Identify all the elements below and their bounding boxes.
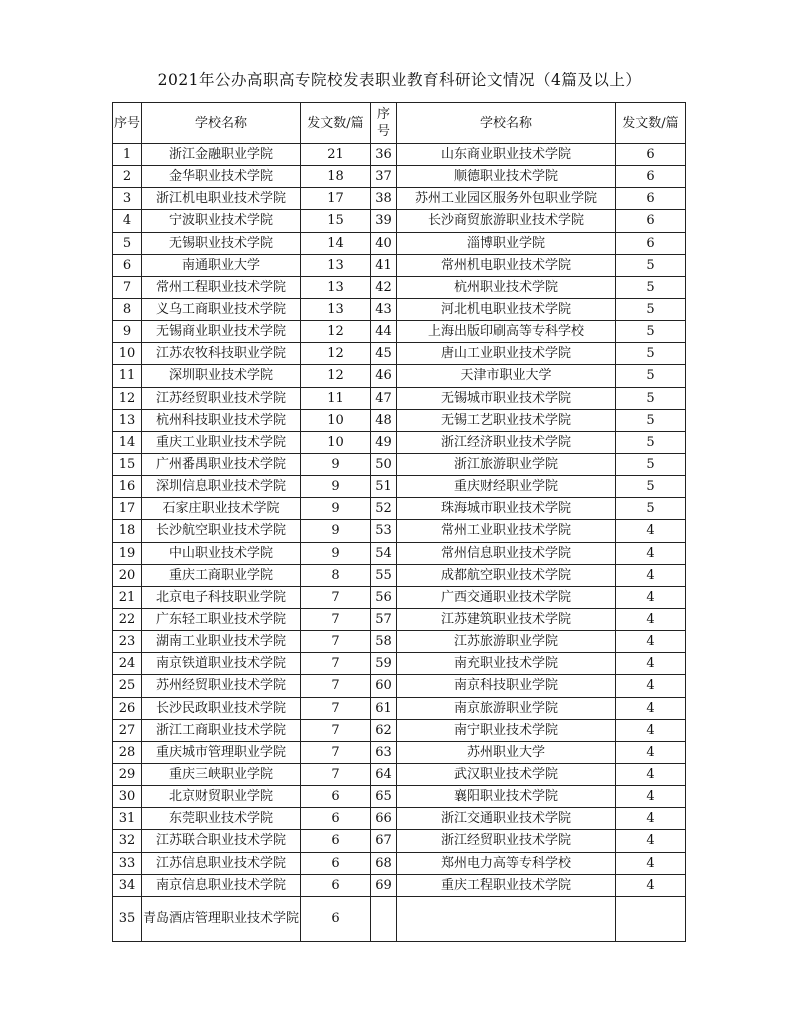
cell-paper-count: 7 — [301, 653, 371, 675]
cell-seq: 58 — [371, 631, 397, 653]
cell-seq: 63 — [371, 741, 397, 763]
cell-paper-count: 5 — [616, 476, 686, 498]
cell-school-name: 湖南工业职业技术学院 — [142, 631, 301, 653]
cell-seq: 50 — [371, 453, 397, 475]
cell-paper-count: 4 — [616, 852, 686, 874]
cell-school-name: 常州工程职业技术学院 — [142, 276, 301, 298]
table-row — [113, 321, 686, 343]
cell-seq: 27 — [113, 719, 142, 741]
cell-paper-count: 6 — [301, 830, 371, 852]
table-row — [113, 520, 686, 542]
cell-seq: 65 — [371, 786, 397, 808]
cell-paper-count: 9 — [301, 453, 371, 475]
cell-paper-count: 4 — [616, 542, 686, 564]
cell-seq: 26 — [113, 697, 142, 719]
cell-paper-count: 6 — [616, 188, 686, 210]
cell-school-name: 淄博职业学院 — [397, 232, 616, 254]
cell-seq: 66 — [371, 808, 397, 830]
cell-seq: 54 — [371, 542, 397, 564]
cell-school-name: 北京财贸职业学院 — [142, 786, 301, 808]
cell-paper-count: 11 — [301, 387, 371, 409]
header-name-right: 学校名称 — [397, 103, 616, 144]
table-row — [113, 542, 686, 564]
cell-school-name: 苏州经贸职业技术学院 — [142, 675, 301, 697]
table-row — [113, 719, 686, 741]
cell-paper-count: 5 — [616, 409, 686, 431]
cell-seq: 67 — [371, 830, 397, 852]
cell-school-name: 无锡职业技术学院 — [142, 232, 301, 254]
cell-paper-count: 4 — [616, 874, 686, 896]
cell-school-name: 重庆工商职业学院 — [142, 564, 301, 586]
cell-school-name: 顺德职业技术学院 — [397, 166, 616, 188]
cell-paper-count: 4 — [616, 786, 686, 808]
cell-paper-count: 4 — [616, 586, 686, 608]
cell-school-name: 长沙航空职业技术学院 — [142, 520, 301, 542]
page-title: 2021年公办高职高专院校发表职业教育科研论文情况（4篇及以上） — [157, 71, 642, 89]
cell-school-name: 无锡工艺职业技术学院 — [397, 409, 616, 431]
cell-school-name: 河北机电职业技术学院 — [397, 298, 616, 320]
cell-seq: 52 — [371, 498, 397, 520]
cell-school-name: 南充职业技术学院 — [397, 653, 616, 675]
cell-paper-count: 9 — [301, 498, 371, 520]
cell-school-name: 青岛酒店管理职业技术学院 — [142, 896, 301, 941]
cell-paper-count: 8 — [301, 564, 371, 586]
cell-school-name: 武汉职业技术学院 — [397, 763, 616, 785]
cell-school-name: 石家庄职业技术学院 — [142, 498, 301, 520]
table-row — [113, 675, 686, 697]
cell-school-name: 成都航空职业技术学院 — [397, 564, 616, 586]
table-row — [113, 210, 686, 232]
cell-school-name: 重庆工业职业技术学院 — [142, 431, 301, 453]
cell-school-name: 深圳职业技术学院 — [142, 365, 301, 387]
cell-seq: 9 — [113, 321, 142, 343]
cell-paper-count: 7 — [301, 608, 371, 630]
cell-seq: 69 — [371, 874, 397, 896]
cell-school-name: 南京信息职业技术学院 — [142, 874, 301, 896]
table-row — [113, 874, 686, 896]
cell-seq — [371, 896, 397, 941]
cell-paper-count: 6 — [301, 874, 371, 896]
table-row — [113, 188, 686, 210]
cell-paper-count: 5 — [616, 498, 686, 520]
cell-paper-count: 4 — [616, 653, 686, 675]
cell-paper-count: 10 — [301, 431, 371, 453]
cell-seq: 38 — [371, 188, 397, 210]
cell-paper-count: 5 — [616, 276, 686, 298]
cell-school-name: 浙江经贸职业技术学院 — [397, 830, 616, 852]
cell-paper-count: 14 — [301, 232, 371, 254]
header-count-right: 发文数/篇 — [616, 103, 686, 144]
cell-school-name: 珠海城市职业技术学院 — [397, 498, 616, 520]
cell-school-name: 襄阳职业技术学院 — [397, 786, 616, 808]
cell-school-name: 南京铁道职业技术学院 — [142, 653, 301, 675]
cell-school-name: 江苏旅游职业学院 — [397, 631, 616, 653]
cell-paper-count: 4 — [616, 763, 686, 785]
table-row — [113, 166, 686, 188]
table-row — [113, 298, 686, 320]
cell-paper-count: 18 — [301, 166, 371, 188]
cell-paper-count: 5 — [616, 453, 686, 475]
cell-school-name: 浙江金融职业学院 — [142, 144, 301, 166]
cell-paper-count: 4 — [616, 675, 686, 697]
cell-seq: 12 — [113, 387, 142, 409]
cell-seq: 53 — [371, 520, 397, 542]
cell-school-name: 中山职业技术学院 — [142, 542, 301, 564]
cell-school-name: 杭州职业技术学院 — [397, 276, 616, 298]
table-row — [113, 409, 686, 431]
cell-school-name: 常州信息职业技术学院 — [397, 542, 616, 564]
table-row — [113, 254, 686, 276]
cell-paper-count: 7 — [301, 741, 371, 763]
cell-paper-count: 21 — [301, 144, 371, 166]
cell-seq: 10 — [113, 343, 142, 365]
cell-school-name: 宁波职业技术学院 — [142, 210, 301, 232]
cell-seq: 57 — [371, 608, 397, 630]
cell-paper-count: 5 — [616, 298, 686, 320]
cell-paper-count: 7 — [301, 719, 371, 741]
cell-seq: 34 — [113, 874, 142, 896]
cell-paper-count: 6 — [616, 144, 686, 166]
cell-seq: 35 — [113, 896, 142, 941]
table-header-row — [113, 103, 686, 144]
cell-seq: 43 — [371, 298, 397, 320]
table-row — [113, 431, 686, 453]
cell-school-name: 东莞职业技术学院 — [142, 808, 301, 830]
cell-school-name: 深圳信息职业技术学院 — [142, 476, 301, 498]
cell-paper-count: 5 — [616, 343, 686, 365]
cell-paper-count: 13 — [301, 298, 371, 320]
table-row — [113, 653, 686, 675]
cell-seq: 55 — [371, 564, 397, 586]
cell-paper-count: 4 — [616, 830, 686, 852]
cell-paper-count: 5 — [616, 431, 686, 453]
cell-school-name: 南宁职业技术学院 — [397, 719, 616, 741]
cell-paper-count: 10 — [301, 409, 371, 431]
cell-seq: 61 — [371, 697, 397, 719]
cell-seq: 36 — [371, 144, 397, 166]
cell-seq: 47 — [371, 387, 397, 409]
cell-school-name — [397, 896, 616, 941]
table-row — [113, 476, 686, 498]
cell-school-name: 苏州职业大学 — [397, 741, 616, 763]
table-row — [113, 498, 686, 520]
cell-seq: 3 — [113, 188, 142, 210]
cell-paper-count: 15 — [301, 210, 371, 232]
table-row — [113, 852, 686, 874]
cell-seq: 7 — [113, 276, 142, 298]
cell-school-name: 浙江经济职业技术学院 — [397, 431, 616, 453]
cell-paper-count: 12 — [301, 365, 371, 387]
cell-school-name: 重庆三峡职业学院 — [142, 763, 301, 785]
table-row — [113, 276, 686, 298]
cell-seq: 59 — [371, 653, 397, 675]
cell-paper-count: 9 — [301, 476, 371, 498]
cell-seq: 49 — [371, 431, 397, 453]
cell-seq: 8 — [113, 298, 142, 320]
table-row — [113, 608, 686, 630]
cell-seq: 56 — [371, 586, 397, 608]
table-row — [113, 896, 686, 941]
table-row — [113, 232, 686, 254]
header-count-left: 发文数/篇 — [301, 103, 371, 144]
cell-seq: 6 — [113, 254, 142, 276]
cell-seq: 23 — [113, 631, 142, 653]
cell-paper-count: 5 — [616, 254, 686, 276]
cell-paper-count: 6 — [616, 210, 686, 232]
cell-school-name: 无锡城市职业技术学院 — [397, 387, 616, 409]
table-row — [113, 631, 686, 653]
cell-paper-count: 12 — [301, 343, 371, 365]
cell-seq: 45 — [371, 343, 397, 365]
cell-seq: 42 — [371, 276, 397, 298]
cell-seq: 20 — [113, 564, 142, 586]
cell-seq: 64 — [371, 763, 397, 785]
cell-seq: 19 — [113, 542, 142, 564]
cell-seq: 41 — [371, 254, 397, 276]
cell-paper-count: 9 — [301, 520, 371, 542]
cell-school-name: 长沙民政职业技术学院 — [142, 697, 301, 719]
cell-school-name: 浙江旅游职业学院 — [397, 453, 616, 475]
cell-seq: 28 — [113, 741, 142, 763]
cell-school-name: 广东轻工职业技术学院 — [142, 608, 301, 630]
cell-seq: 14 — [113, 431, 142, 453]
cell-school-name: 江苏建筑职业技术学院 — [397, 608, 616, 630]
cell-school-name: 南京旅游职业学院 — [397, 697, 616, 719]
cell-seq: 22 — [113, 608, 142, 630]
table-row — [113, 586, 686, 608]
ranking-table — [112, 102, 686, 942]
cell-seq: 62 — [371, 719, 397, 741]
cell-paper-count: 4 — [616, 808, 686, 830]
cell-school-name: 常州机电职业技术学院 — [397, 254, 616, 276]
cell-school-name: 长沙商贸旅游职业技术学院 — [397, 210, 616, 232]
cell-paper-count: 13 — [301, 254, 371, 276]
cell-school-name: 广西交通职业技术学院 — [397, 586, 616, 608]
cell-seq: 29 — [113, 763, 142, 785]
cell-seq: 5 — [113, 232, 142, 254]
table-row — [113, 786, 686, 808]
table-row — [113, 387, 686, 409]
cell-school-name: 广州番禺职业技术学院 — [142, 453, 301, 475]
cell-paper-count: 6 — [616, 166, 686, 188]
cell-school-name: 上海出版印刷高等专科学校 — [397, 321, 616, 343]
cell-seq: 2 — [113, 166, 142, 188]
cell-paper-count: 17 — [301, 188, 371, 210]
cell-school-name: 江苏联合职业技术学院 — [142, 830, 301, 852]
cell-school-name: 南通职业大学 — [142, 254, 301, 276]
cell-paper-count: 4 — [616, 608, 686, 630]
cell-seq: 21 — [113, 586, 142, 608]
cell-seq: 24 — [113, 653, 142, 675]
header-name-left: 学校名称 — [142, 103, 301, 144]
header-seq-left: 序号 — [113, 103, 142, 144]
cell-paper-count: 4 — [616, 697, 686, 719]
cell-seq: 4 — [113, 210, 142, 232]
cell-seq: 25 — [113, 675, 142, 697]
cell-school-name: 浙江交通职业技术学院 — [397, 808, 616, 830]
cell-paper-count: 6 — [301, 786, 371, 808]
cell-seq: 13 — [113, 409, 142, 431]
cell-school-name: 江苏经贸职业技术学院 — [142, 387, 301, 409]
cell-seq: 18 — [113, 520, 142, 542]
cell-school-name: 苏州工业园区服务外包职业学院 — [397, 188, 616, 210]
cell-school-name: 南京科技职业学院 — [397, 675, 616, 697]
cell-paper-count: 7 — [301, 586, 371, 608]
cell-school-name: 北京电子科技职业学院 — [142, 586, 301, 608]
cell-school-name: 唐山工业职业技术学院 — [397, 343, 616, 365]
cell-paper-count: 4 — [616, 520, 686, 542]
cell-seq: 1 — [113, 144, 142, 166]
table-row — [113, 365, 686, 387]
cell-seq: 48 — [371, 409, 397, 431]
cell-seq: 33 — [113, 852, 142, 874]
cell-school-name: 江苏信息职业技术学院 — [142, 852, 301, 874]
table-row — [113, 453, 686, 475]
cell-seq: 31 — [113, 808, 142, 830]
cell-school-name: 江苏农牧科技职业学院 — [142, 343, 301, 365]
table-row — [113, 144, 686, 166]
cell-school-name: 浙江机电职业技术学院 — [142, 188, 301, 210]
table-row — [113, 830, 686, 852]
cell-school-name: 重庆财经职业学院 — [397, 476, 616, 498]
cell-paper-count: 12 — [301, 321, 371, 343]
cell-paper-count: 5 — [616, 321, 686, 343]
cell-seq: 60 — [371, 675, 397, 697]
cell-seq: 51 — [371, 476, 397, 498]
cell-seq: 40 — [371, 232, 397, 254]
cell-school-name: 常州工业职业技术学院 — [397, 520, 616, 542]
cell-seq: 16 — [113, 476, 142, 498]
cell-paper-count: 6 — [616, 232, 686, 254]
cell-paper-count: 7 — [301, 697, 371, 719]
cell-school-name: 无锡商业职业技术学院 — [142, 321, 301, 343]
cell-paper-count: 5 — [616, 365, 686, 387]
cell-paper-count: 4 — [616, 564, 686, 586]
table-row — [113, 697, 686, 719]
cell-seq: 46 — [371, 365, 397, 387]
cell-paper-count: 13 — [301, 276, 371, 298]
cell-school-name: 浙江工商职业技术学院 — [142, 719, 301, 741]
cell-paper-count: 4 — [616, 631, 686, 653]
cell-school-name: 山东商业职业技术学院 — [397, 144, 616, 166]
cell-school-name: 金华职业技术学院 — [142, 166, 301, 188]
cell-paper-count: 4 — [616, 741, 686, 763]
cell-paper-count: 9 — [301, 542, 371, 564]
cell-school-name: 重庆工程职业技术学院 — [397, 874, 616, 896]
cell-paper-count: 7 — [301, 675, 371, 697]
cell-paper-count: 6 — [301, 808, 371, 830]
header-seq-right: 序号 — [371, 103, 397, 144]
cell-seq: 37 — [371, 166, 397, 188]
cell-paper-count: 7 — [301, 631, 371, 653]
cell-paper-count: 5 — [616, 387, 686, 409]
table-row — [113, 808, 686, 830]
cell-school-name: 义乌工商职业技术学院 — [142, 298, 301, 320]
table-row — [113, 741, 686, 763]
cell-school-name: 重庆城市管理职业学院 — [142, 741, 301, 763]
cell-school-name: 郑州电力高等专科学校 — [397, 852, 616, 874]
cell-seq: 39 — [371, 210, 397, 232]
cell-seq: 68 — [371, 852, 397, 874]
table-row — [113, 763, 686, 785]
cell-seq: 32 — [113, 830, 142, 852]
cell-seq: 15 — [113, 453, 142, 475]
cell-seq: 30 — [113, 786, 142, 808]
table-row — [113, 564, 686, 586]
cell-paper-count: 6 — [301, 896, 371, 941]
cell-paper-count: 6 — [301, 852, 371, 874]
cell-school-name: 杭州科技职业技术学院 — [142, 409, 301, 431]
cell-school-name: 天津市职业大学 — [397, 365, 616, 387]
cell-paper-count — [616, 896, 686, 941]
table-row — [113, 343, 686, 365]
cell-seq: 17 — [113, 498, 142, 520]
cell-seq: 11 — [113, 365, 142, 387]
cell-seq: 44 — [371, 321, 397, 343]
cell-paper-count: 4 — [616, 719, 686, 741]
cell-paper-count: 7 — [301, 763, 371, 785]
